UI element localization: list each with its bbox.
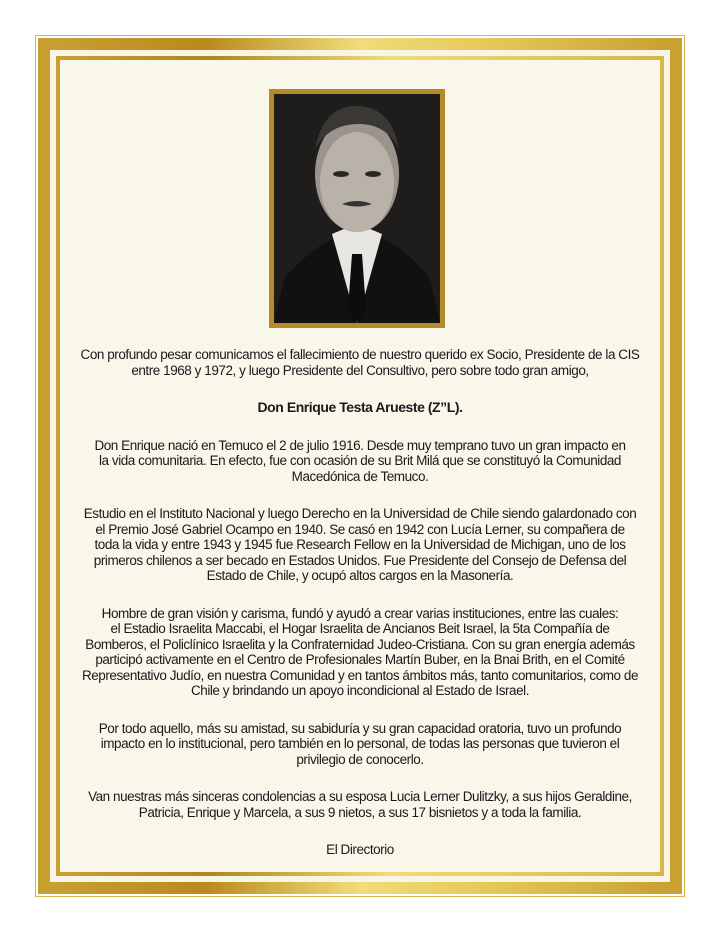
text-line: impacto en lo institucional, pero también en lo personal, de todas las personas que tuvieron el: [100, 736, 620, 751]
career-paragraph: [70, 506, 650, 584]
text-line: Don Enrique nació en Temuco el 2 de julio 1916. Desde muy temprano tuvo un gran impacto en: [94, 437, 626, 453]
text-line: el Estadio Israelita Maccabi, el Hogar Israelita de Ancianos Beit Israel, la 5ta Compañía de: [110, 621, 610, 636]
text-line: participó activamente en el Centro de Profesionales Martín Buber, en la Bnai Brith, en el Comité: [95, 652, 625, 667]
text-line: privilegio de conocerlo.: [296, 751, 424, 767]
text-line: el Premio José Gabriel Ocampo en 1940. Se casó en 1942 con Lucía Lerner, su compañera de: [95, 521, 625, 537]
text-line: la vida comunitaria. En efecto, fue con ocasión de su Brit Milá que se constituyó la Comunidad: [98, 453, 621, 468]
text-line: Bomberos, el Policlínico Israelita y la Confraternidad Judeo-Cristiana. Con su gran energía además: [85, 636, 635, 652]
text-line: Hombre de gran visión y carisma, fundó y ayudó a crear varias instituciones, entre las cuales:: [101, 605, 619, 621]
text-line: Con profundo pesar comunicamos el fallecimiento de nuestro querido ex Socio, Presidente de la CIS: [80, 347, 640, 362]
signature: El Directorio: [326, 842, 394, 857]
condolences-paragraph: [70, 789, 650, 820]
intro-paragraph: [70, 347, 650, 378]
text-line: entre 1968 y 1972, y luego Presidente del Consultivo, pero sobre todo gran amigo,: [131, 362, 589, 378]
text-line: Estado de Chile, y ocupó altos cargos en la Masonería.: [206, 568, 514, 583]
birth-paragraph: [70, 438, 650, 485]
text-line: primeros chilenos a ser becado en Estados Unidos. Fue Presidente del Consejo de Defensa del: [93, 552, 627, 568]
honoree-name: Don Enrique Testa Arueste (Z”L).: [257, 399, 463, 415]
text-line: Representativo Judío, en nuestra Comunidad y en tantos ámbitos más, tanto comunitarios, como de: [81, 667, 639, 683]
text-line: Patricia, Enrique y Marcela, a sus 9 nietos, a sus 17 bisnietos y a toda la familia.: [138, 804, 582, 820]
text-line: Van nuestras más sinceras condolencias a su esposa Lucia Lerner Dulitzky, a sus hijos Geraldine,: [88, 789, 632, 804]
legacy-paragraph: [70, 721, 650, 768]
text-line: Macedónica de Temuco.: [291, 468, 429, 484]
text-line: Estudio en el Instituto Nacional y luego Derecho en la Universidad de Chile siendo galardonado con: [83, 506, 637, 521]
institutions-paragraph: [70, 606, 650, 699]
portrait-photo: [269, 89, 445, 328]
text-line: Por todo aquello, más su amistad, su sabiduría y su gran capacidad oratoria, tuvo un profundo: [98, 720, 622, 736]
obituary-text: [70, 347, 650, 880]
text-line: toda la vida y entre 1943 y 1945 fue Research Fellow en la Universidad de Michigan, uno de los: [94, 537, 626, 552]
text-line: Chile y brindando un apoyo incondicional al Estado de Israel.: [190, 683, 530, 698]
